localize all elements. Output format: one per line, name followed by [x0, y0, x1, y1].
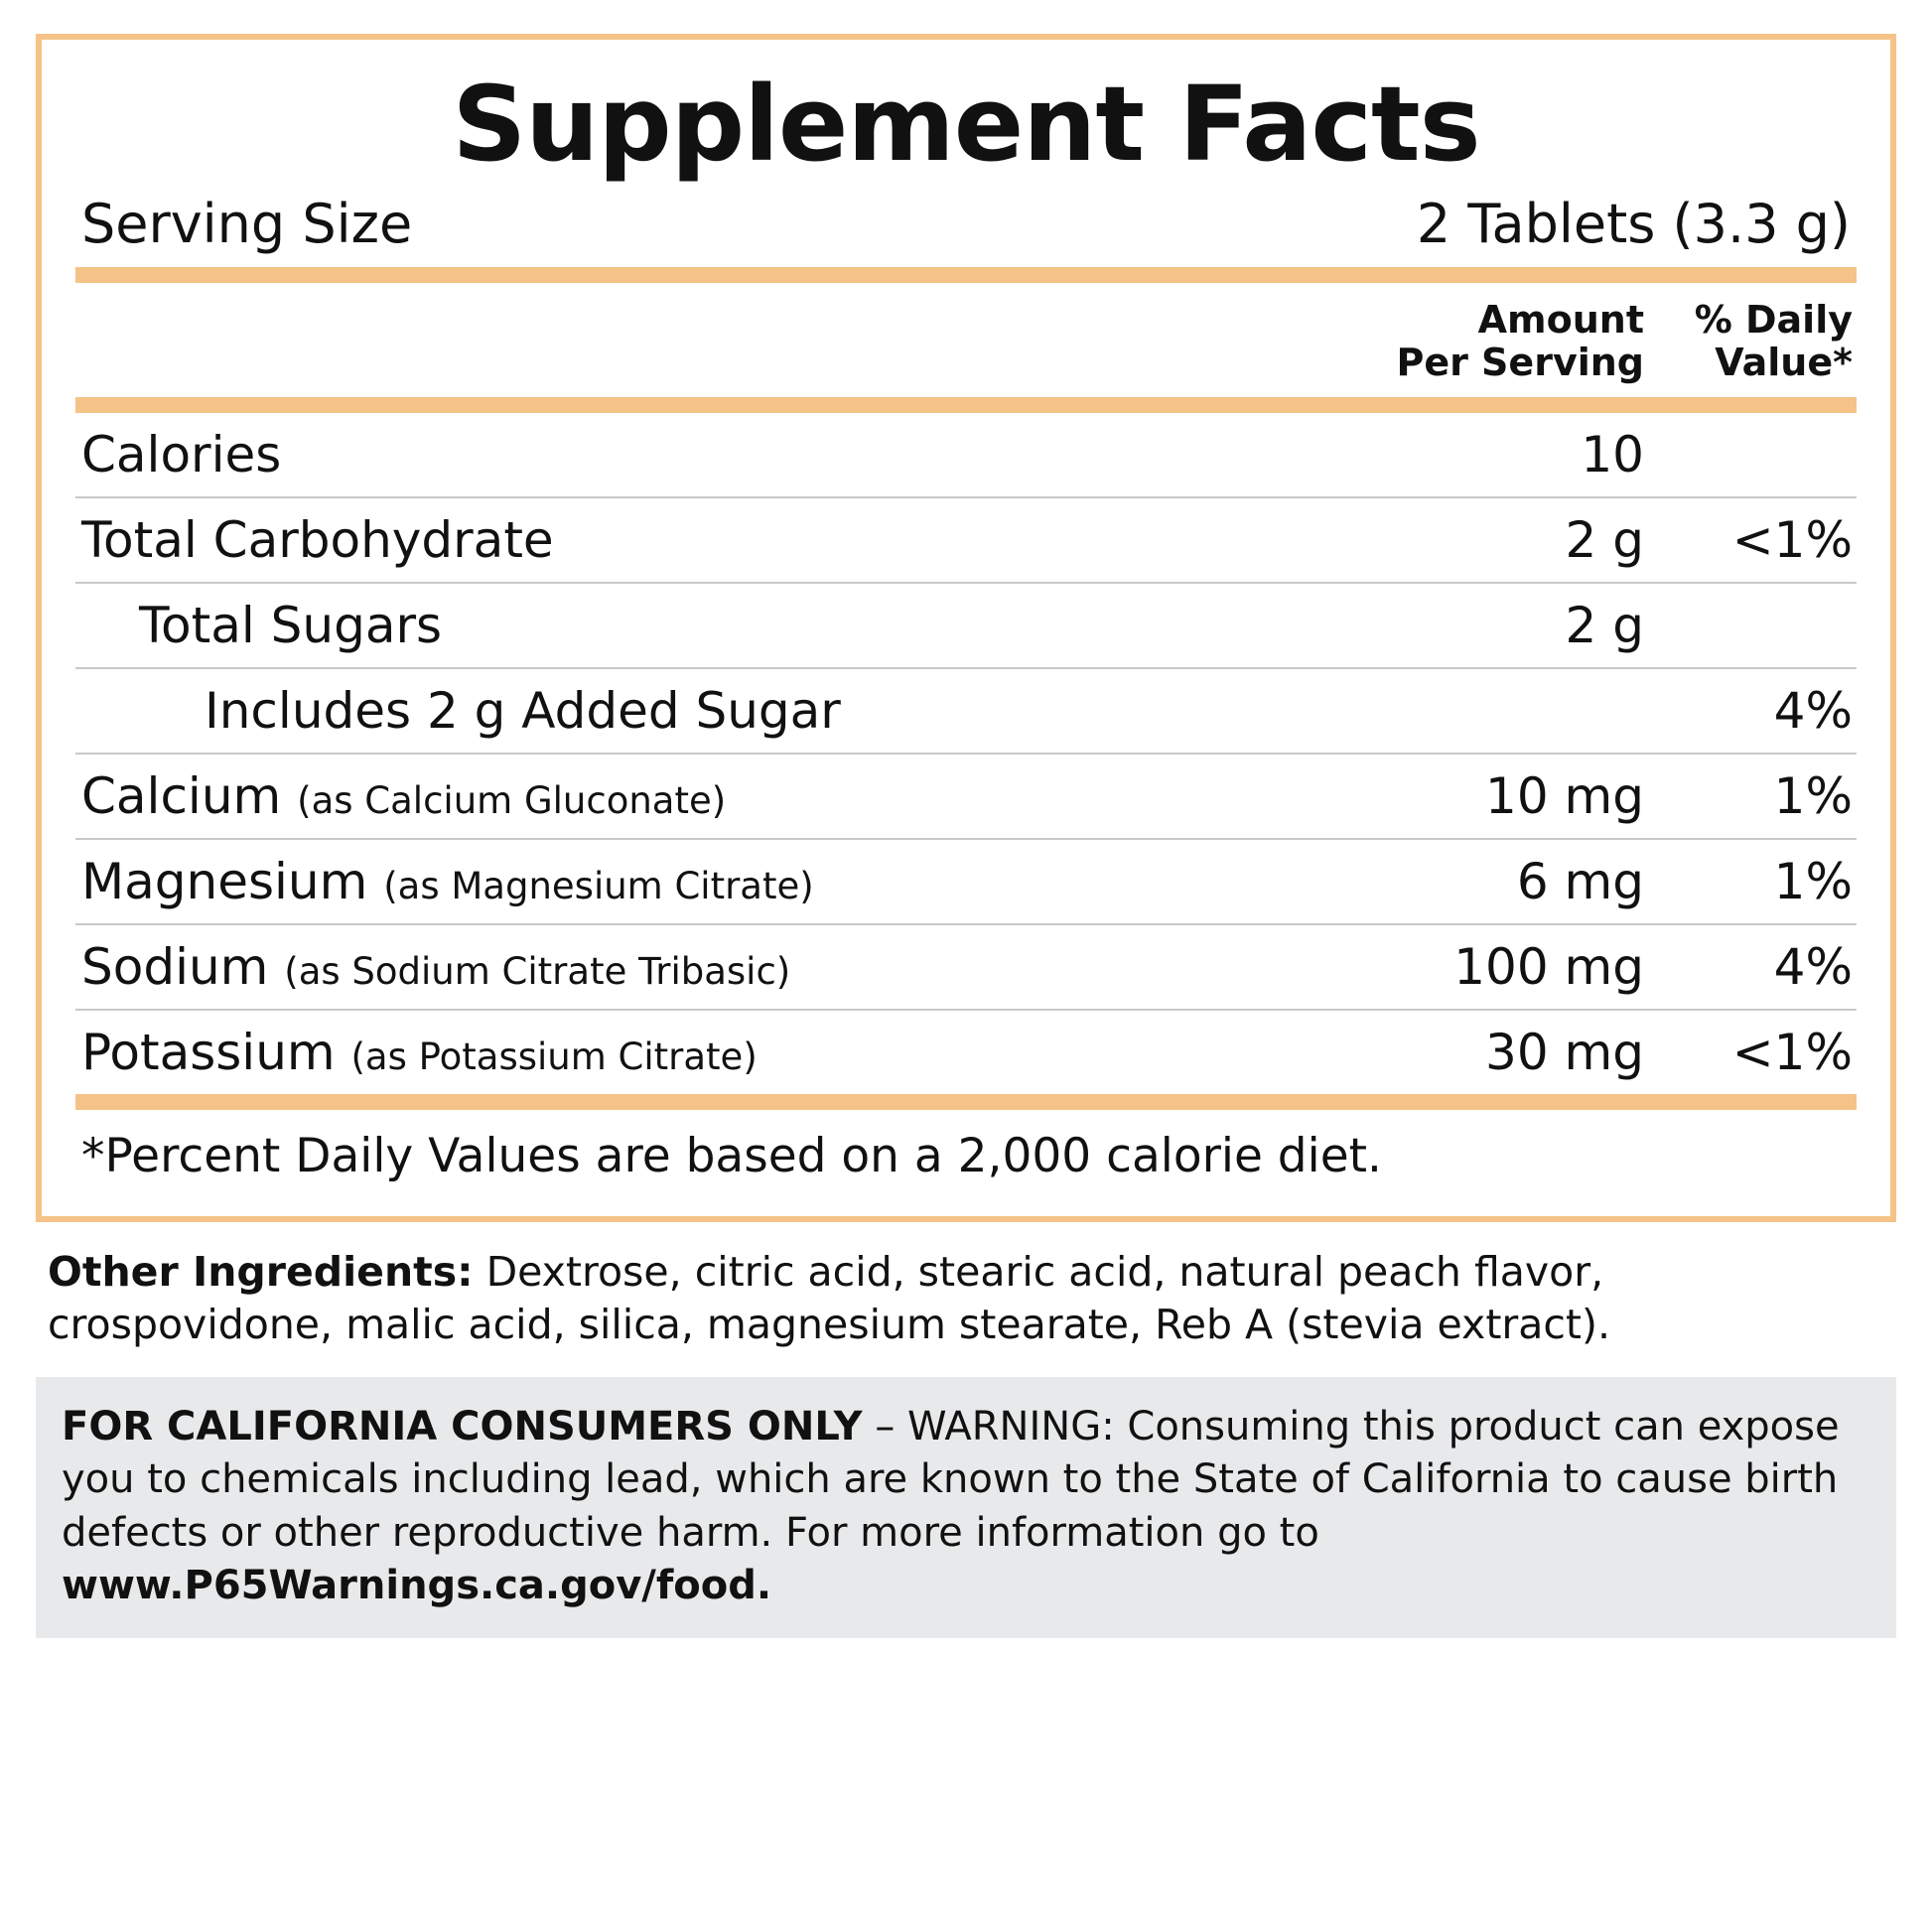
daily-value-footnote: *Percent Daily Values are based on a 2,000 calorie diet.: [81, 1129, 1382, 1184]
warning-heading: FOR CALIFORNIA CONSUMERS ONLY: [62, 1404, 863, 1450]
nutrient-name: Includes 2 g Added Sugar: [205, 682, 841, 741]
table-row: [75, 669, 1857, 753]
column-header-amount-line1: Amount: [1477, 298, 1644, 343]
nutrient-amount: 2 g: [1565, 511, 1644, 570]
nutrient-source: (as Sodium Citrate Tribasic): [284, 950, 791, 994]
warning-text: – WARNING: Consuming this product can expose you to chemicals including lead, which are known to the State of California to cause birth defects or other reproductive harm. For more information go to: [62, 1404, 1840, 1556]
page-title: Supplement Facts: [452, 64, 1480, 185]
nutrient-daily-value: 4%: [1773, 682, 1853, 741]
column-header-dv-line2: Value*: [1715, 340, 1853, 384]
nutrient-amount: 6 mg: [1516, 853, 1644, 911]
other-ingredients: [36, 1222, 1896, 1352]
supplement-facts-panel: [36, 34, 1896, 1222]
nutrient-name: Total Carbohydrate: [81, 511, 554, 570]
nutrient-source: (as Magnesium Citrate): [383, 865, 814, 908]
nutrient-name: Calories: [81, 426, 282, 484]
serving-size-label: Serving Size: [81, 193, 413, 256]
nutrient-daily-value: 4%: [1773, 938, 1853, 997]
nutrient-name: Potassium (as Potassium Citrate): [81, 1024, 758, 1082]
column-header-dv-line1: % Daily: [1694, 298, 1853, 343]
serving-size-value: 2 Tablets (3.3 g): [1416, 193, 1851, 256]
other-ingredients-heading: Other Ingredients:: [48, 1247, 474, 1296]
serving-size-row: [75, 185, 1857, 267]
nutrient-daily-value: 1%: [1773, 853, 1853, 911]
warning-link[interactable]: www.P65Warnings.ca.gov/food.: [62, 1562, 772, 1608]
nutrient-source: (as Potassium Citrate): [350, 1035, 758, 1079]
nutrient-daily-value: 1%: [1773, 767, 1853, 826]
table-row: [75, 498, 1857, 582]
table-row: [75, 755, 1857, 838]
table-row: [75, 840, 1857, 923]
california-prop65-warning: [36, 1377, 1896, 1638]
nutrient-name: Total Sugars: [139, 597, 443, 655]
divider-thick-bottom: [75, 1094, 1857, 1110]
column-headers: [75, 283, 1857, 397]
nutrient-name: Magnesium (as Magnesium Citrate): [81, 853, 814, 911]
table-row: [75, 413, 1857, 496]
nutrient-name: Sodium (as Sodium Citrate Tribasic): [81, 938, 791, 997]
nutrient-amount: 2 g: [1565, 597, 1644, 655]
column-header-amount: [1346, 299, 1644, 383]
table-row: [75, 925, 1857, 1009]
column-header-amount-line2: Per Serving: [1396, 340, 1644, 384]
nutrient-source: (as Calcium Gluconate): [297, 779, 727, 823]
table-row: [75, 584, 1857, 667]
nutrient-daily-value: <1%: [1731, 1024, 1853, 1082]
column-header-daily-value: [1644, 299, 1853, 383]
nutrient-amount: 10: [1581, 426, 1644, 484]
nutrient-amount: 10 mg: [1485, 767, 1644, 826]
nutrient-daily-value: <1%: [1731, 511, 1853, 570]
other-ingredients-text: Dextrose, citric acid, stearic acid, natural peach flavor, crospovidone, malic acid, silica, magnesium stearate, Reb A (stevia extract).: [48, 1247, 1611, 1348]
divider-thick-top: [75, 267, 1857, 283]
nutrient-amount: 100 mg: [1453, 938, 1644, 997]
table-row: [75, 1011, 1857, 1094]
divider-thick-header: [75, 397, 1857, 413]
nutrient-amount: 30 mg: [1485, 1024, 1644, 1082]
nutrient-name: Calcium (as Calcium Gluconate): [81, 767, 727, 826]
